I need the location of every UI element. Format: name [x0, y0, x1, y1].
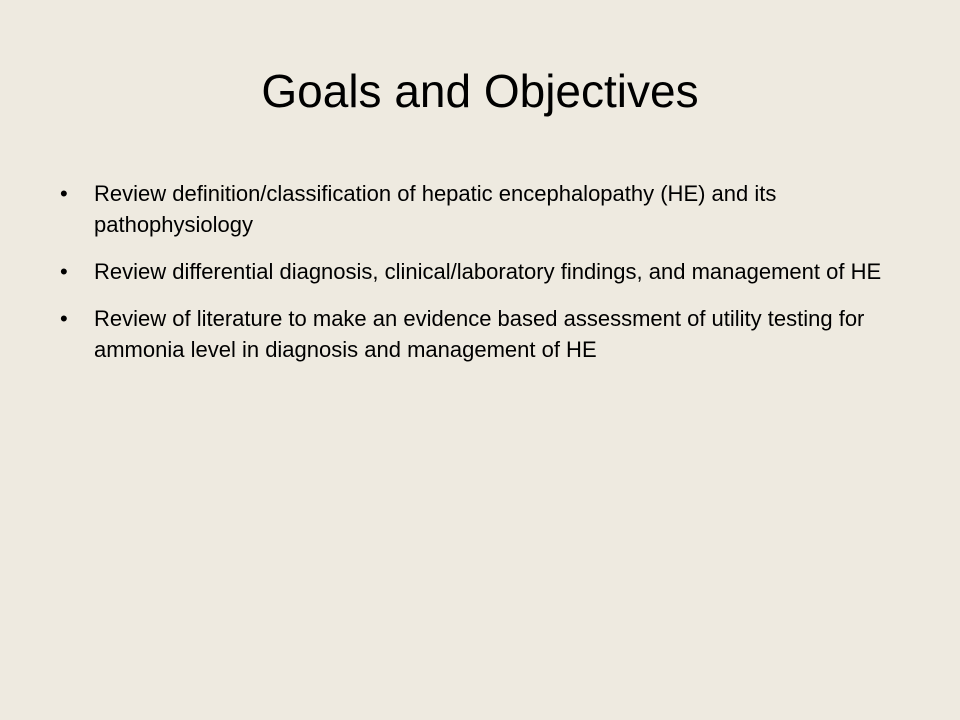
slide-title: Goals and Objectives: [261, 65, 699, 117]
bullet-text: Review differential diagnosis, clinical/laboratory findings, and management of HE: [94, 259, 882, 284]
list-item: [60, 178, 900, 240]
bullet-text: Review of literature to make an evidence based assessment of utility testing for ammonia level in diagnosis and management of HE: [94, 306, 865, 362]
list-item: [60, 303, 900, 365]
bullet-text: Review definition/classification of hepatic encephalopathy (HE) and its pathophysiology: [94, 181, 777, 237]
bullet-icon: •: [60, 181, 68, 206]
bullet-icon: •: [60, 259, 68, 284]
bullet-icon: •: [60, 306, 68, 331]
bullet-list: [60, 178, 900, 381]
list-item: [60, 256, 900, 287]
